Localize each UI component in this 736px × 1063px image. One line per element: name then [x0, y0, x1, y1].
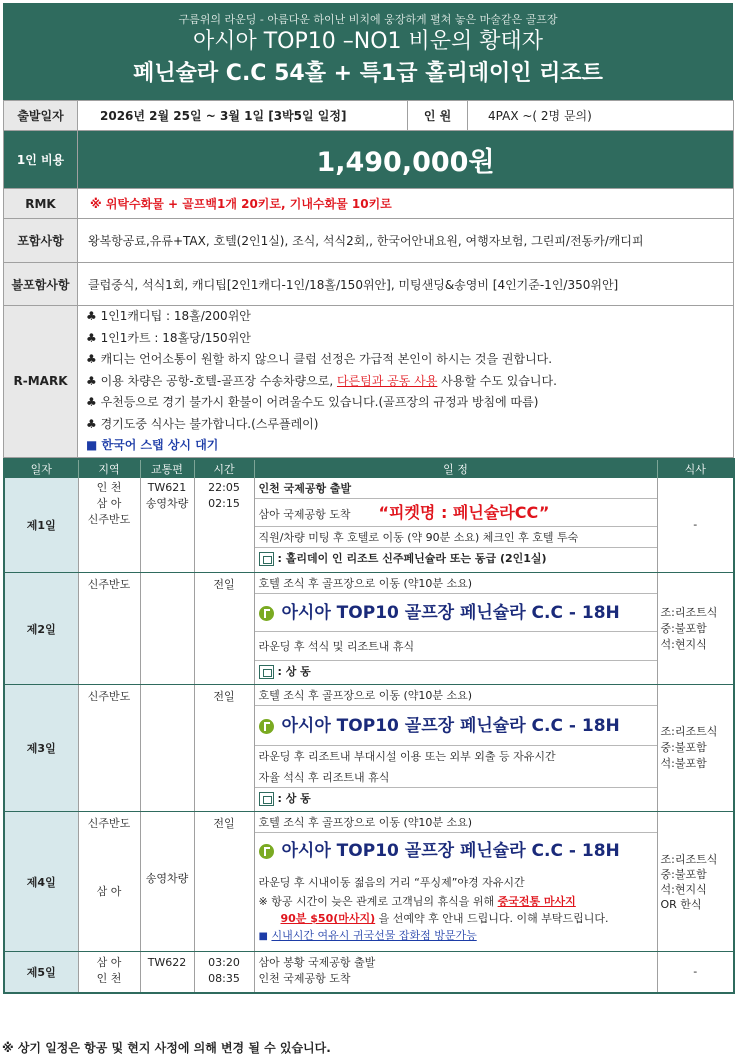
- remark-list: [78, 306, 734, 458]
- day-label: 제2일: [4, 573, 78, 685]
- remark-item: ♣ 경기도중 식사는 불가합니다.(스루플레이): [86, 416, 319, 431]
- day-label: 제1일: [4, 478, 78, 573]
- time-cell: 전일: [194, 812, 254, 952]
- people-value: 4PAX ~( 2명 문의): [468, 101, 734, 131]
- price-value: 1,490,000원: [78, 131, 734, 189]
- col-region: 지역: [78, 459, 140, 478]
- people-label: 인 원: [408, 101, 468, 131]
- col-itinerary: 일 정: [254, 459, 657, 478]
- region-cell: 인 천 삼 아 신주반도: [78, 478, 140, 573]
- included-value: 왕복항공료,유류+TAX, 호텔(2인1실), 조식, 석식2회,, 한국어안내요원, 여행자보험, 그린피/전동카/캐디피: [78, 219, 734, 263]
- col-day: 일자: [4, 459, 78, 478]
- day-row: [4, 952, 734, 993]
- region-cell: 신주반도: [78, 685, 140, 812]
- transport-cell: TW621 송영차량: [140, 478, 194, 573]
- hotel-icon: [259, 552, 274, 566]
- golf-icon: [259, 844, 274, 859]
- remark-item: ♣ 1인1카트 : 18홀당/150위안: [86, 330, 251, 345]
- region-cell: 신주반도: [78, 573, 140, 685]
- itinerary-cell: 호텔 조식 후 골프장으로 이동 (약10분 소요) 아시아 TOP10 골프장 페닌슐라 C.C - 18H 라운딩 후 시내이동 젊음의 거리 “푸싱제”야경 자유시간 ※ 항공 시간이 늦은 관계로 고객님의 휴식을 위해 중국전통 마사지 90분 $50(마사지) 을 선예약 후 안내 드립니다. 이해 부탁드립니다. ■ 시내시간 여유시 귀국선물 잡화점 방문가능: [254, 812, 657, 952]
- golf-icon: [259, 719, 274, 734]
- meal-cell: -: [657, 478, 734, 573]
- region-cell: 신주반도 삼 아: [78, 812, 140, 952]
- title-line-2: 페닌슐라 C.C 54홀 + 특1급 홀리데이인 리조트: [133, 61, 603, 86]
- day-row: [4, 478, 734, 573]
- remark-label: R-MARK: [4, 306, 78, 458]
- footer-note: ※ 상기 일정은 항공 및 현지 사정에 의해 변경 될 수 있습니다.: [2, 1041, 331, 1055]
- day-label: 제4일: [4, 812, 78, 952]
- title-banner: [3, 3, 733, 100]
- time-cell: 전일: [194, 685, 254, 812]
- region-cell: 삼 아 인 천: [78, 952, 140, 993]
- remark-item: ♣ 우천등으로 경기 불가시 환불이 어려울수도 있습니다.(골프장의 규정과 방침에 따름): [86, 395, 539, 409]
- transport-cell: [140, 573, 194, 685]
- depart-value: 2026년 2월 25일 ~ 3월 1일 [3박5일 일정]: [78, 101, 408, 131]
- staff-note: ■ 한국어 스탭 상시 대기: [86, 438, 219, 452]
- hotel-icon: [259, 792, 274, 806]
- excluded-label: 불포함사항: [4, 263, 78, 306]
- day-label: 제3일: [4, 685, 78, 812]
- col-time: 시간: [194, 459, 254, 478]
- itinerary-cell: 호텔 조식 후 골프장으로 이동 (약10분 소요) 아시아 TOP10 골프장 페닌슐라 C.C - 18H 라운딩 후 석식 및 리조트내 휴식 : 상 동: [254, 573, 657, 685]
- tagline: 구름위의 라운딩 - 아름다운 하이난 비치에 웅장하게 펼쳐 놓은 마술같은 골프장: [178, 13, 558, 26]
- day-row: [4, 573, 734, 685]
- price-label: 1인 비용: [4, 131, 78, 189]
- itinerary-cell: 삼아 봉황 국제공항 출발 인천 국제공항 도착: [254, 952, 657, 993]
- remark-item: ♣ 1인1캐디팁 : 18홀/200위안: [86, 309, 251, 323]
- title-line-1: 아시아 TOP10 –NO1 비운의 황태자: [192, 29, 544, 54]
- hotel-icon: [259, 665, 274, 679]
- day-row: [4, 685, 734, 812]
- meal-cell: -: [657, 952, 734, 993]
- info-table: [3, 100, 734, 458]
- transport-cell: [140, 685, 194, 812]
- time-cell: 22:05 02:15: [194, 478, 254, 573]
- meal-cell: 조:리조트식 중:불포함 석:현지식: [657, 573, 734, 685]
- rmk-value: ※ 위탁수화물 + 골프백1개 20키로, 기내수화물 10키로: [78, 189, 734, 219]
- meal-cell: 조:리조트식 중:불포함 석:현지식 OR 한식: [657, 812, 734, 952]
- remark-item: ♣ 캐디는 언어소통이 원할 하지 않으니 클럽 선정은 가급적 본인이 하시는 것을 권합니다.: [86, 352, 553, 366]
- included-label: 포함사항: [4, 219, 78, 263]
- schedule-table: [3, 458, 735, 994]
- itinerary-cell: 호텔 조식 후 골프장으로 이동 (약10분 소요) 아시아 TOP10 골프장 페닌슐라 C.C - 18H 라운딩 후 리조트내 부대시설 이용 또는 외부 외출 등 자유시간 자율 석식 후 리조트내 휴식 : 상 동: [254, 685, 657, 812]
- picket-name: “피켓명 : 페닌슐라CC”: [378, 502, 550, 522]
- golf-icon: [259, 606, 274, 621]
- excluded-value: 클럽중식, 석식1회, 캐디팁[2인1캐디-1인/18홀/150위안], 미팅샌딩&송영비 [4인기준-1인/350위안]: [78, 263, 734, 306]
- remark-item: ♣ 이용 차량은 공항-호텔-골프장 수송차량으로, 다른팀과 공동 사용 사용할 수도 있습니다.: [86, 373, 557, 388]
- col-transport: 교통편: [140, 459, 194, 478]
- depart-label: 출발일자: [4, 101, 78, 131]
- time-cell: 전일: [194, 573, 254, 685]
- itinerary-cell: 인천 국제공항 출발 삼아 국제공항 도착 “피켓명 : 페닌슐라CC” 직원/차량 미팅 후 호텔로 이동 (약 90분 소요) 체크인 후 호텔 투숙 : 홀리데이 인 리조트 신주페닌슐라 또는 동급 (2인1실): [254, 478, 657, 573]
- rmk-label: RMK: [4, 189, 78, 219]
- col-meal: 식사: [657, 459, 734, 478]
- meal-cell: 조:리조트식 중:불포함 석:불포함: [657, 685, 734, 812]
- day-label: 제5일: [4, 952, 78, 993]
- transport-cell: TW622: [140, 952, 194, 993]
- day-row: [4, 812, 734, 952]
- time-cell: 03:20 08:35: [194, 952, 254, 993]
- transport-cell: 송영차량: [140, 812, 194, 952]
